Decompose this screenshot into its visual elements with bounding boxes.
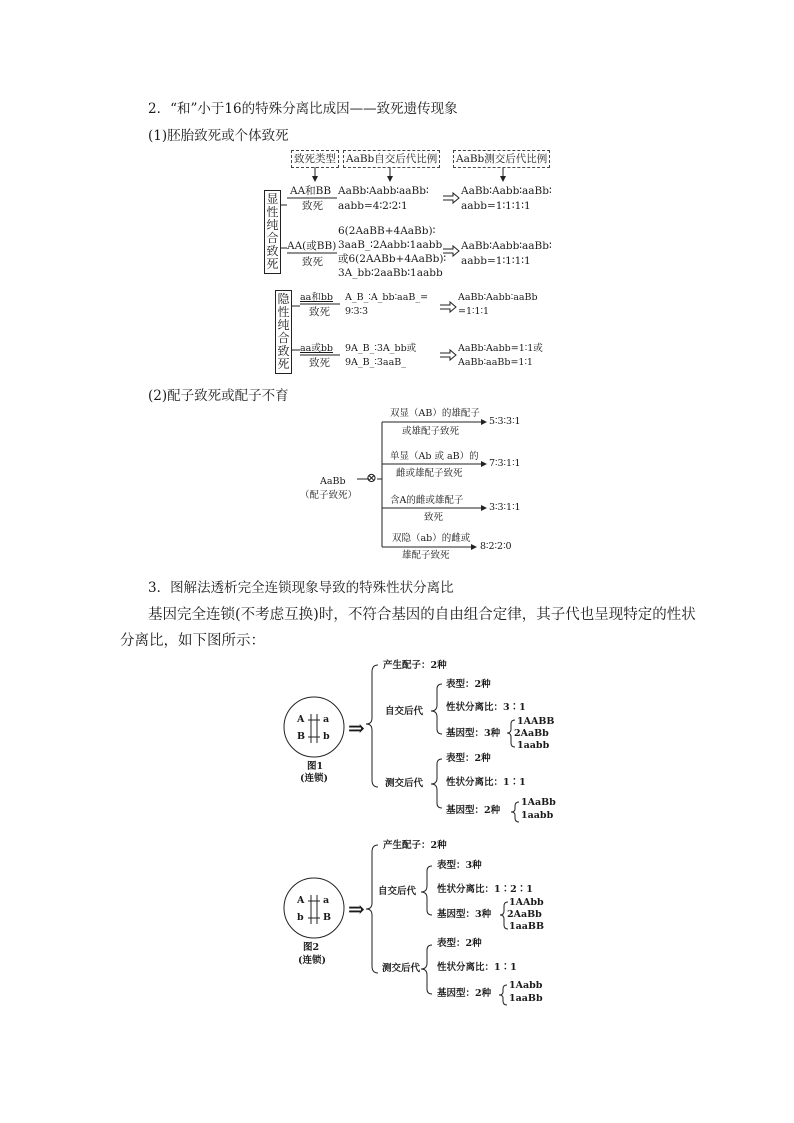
selfing-symbol: ⊗ — [366, 471, 377, 486]
fig2-self-cross: 自交后代 — [378, 886, 417, 897]
branch3-line1: 含A的雌或雄配子 — [390, 495, 464, 506]
label-dominant-homozygous-lethal: 显性纯合致死 — [264, 190, 281, 274]
branch2-line2: 雌或雄配子致死 — [396, 468, 463, 479]
fig2-test-genotype: 基因型：2种 — [437, 988, 492, 999]
fig1-allele-bottom-left: B — [297, 731, 306, 742]
fig1-test-cross: 测交后代 — [385, 778, 424, 789]
row2-self-line4: 3A_bb∶2aaBb∶1aabb — [338, 267, 443, 279]
row3-self-line2: 9∶3∶3 — [345, 306, 369, 317]
row3-test-line1: AaBb∶Aabb∶aaBb — [458, 292, 538, 303]
fig1-allele-bottom-right: b — [323, 731, 330, 742]
fig2-allele-bottom-left: b — [297, 912, 304, 923]
fig1-test-genotype-1: 1AaBb — [521, 797, 556, 808]
row4-test-line1: AaBb∶Aabb=1∶1或 — [458, 343, 543, 354]
branch3-ratio: 3∶3∶1∶1 — [489, 502, 521, 513]
fig2-self-genotype-1: 1AAbb — [509, 897, 544, 908]
row2-type-line2: 致死 — [302, 256, 323, 268]
row4-self-line2: 9A_B_∶3aaB_ — [345, 357, 406, 368]
row1-type-line2: 致死 — [302, 200, 323, 212]
branch1-ratio: 5∶3∶3∶1 — [489, 416, 521, 427]
fig2-implies-arrow: ⇒ — [348, 897, 365, 921]
fig1-self-genotype: 基因型：3种 — [446, 728, 501, 739]
branch4-ratio: 8∶2∶2∶0 — [480, 541, 512, 552]
branch2-ratio: 7∶3∶1∶1 — [489, 458, 521, 469]
row2-type-line1: AA(或BB) — [287, 240, 337, 252]
branch1-line2: 或雄配子致死 — [402, 426, 460, 437]
row3-test-line2: =1∶1∶1 — [458, 306, 490, 317]
branch4-line2: 雄配子致死 — [402, 550, 450, 561]
row1-test-line2: aabb=1∶1∶1∶1 — [461, 200, 531, 212]
header-lethal-type: 致死类型 — [291, 150, 339, 168]
fig2-allele-top-right: a — [323, 895, 330, 906]
label-recessive-homozygous-lethal: 隐性纯合致死 — [275, 290, 292, 374]
fig1-implies-arrow: ⇒ — [348, 716, 365, 740]
header-self-cross-ratio: AaBb自交后代比例 — [343, 150, 440, 168]
fig2-allele-bottom-right: B — [323, 912, 332, 923]
tree-root-note: （配子致死） — [300, 490, 358, 501]
fig1-test-genotype-2: 1aabb — [521, 810, 554, 821]
row1-self-line1: AaBb∶Aabb∶aaBb∶ — [338, 185, 429, 197]
row3-type-line1: aa和bb — [300, 292, 333, 303]
fig2-test-genotype-1: 1Aabb — [509, 980, 543, 991]
fig1-test-phenotype: 表型：2种 — [446, 753, 491, 764]
branch1-line1: 双显（AB）的雄配子 — [390, 408, 480, 419]
fig2-self-phenotype: 表型：3种 — [437, 860, 482, 871]
branch4-line1: 双隐（ab）的雌或 — [392, 533, 471, 544]
row4-type-line2: 致死 — [309, 357, 330, 369]
row2-test-line1: AaBb∶Aabb∶aaBb∶ — [461, 240, 552, 252]
section-heading-2: 2．“和”小于16的特殊分离比成因——致死遗传现象 — [148, 101, 458, 117]
fig2-allele-top-left: A — [297, 895, 305, 906]
fig2-caption: 图2 — [303, 942, 320, 953]
row4-type-line1: aa或bb — [300, 343, 333, 354]
fig1-self-phenotype: 表型：2种 — [446, 679, 491, 690]
section-heading-3: 3．图解法透析完全连锁现象导致的特殊性状分离比 — [148, 580, 454, 596]
paragraph-line1: 基因完全连锁(不考虑互换)时，不符合基因的自由组合定律，其子代也呈现特定的性状 — [148, 607, 696, 623]
fig2-test-phenotype: 表型：2种 — [437, 938, 482, 949]
subheading-gamete-lethal: (2)配子致死或配子不育 — [148, 388, 289, 404]
branch3-line2: 致死 — [424, 512, 444, 523]
branch2-line1: 单显（Ab 或 aB）的 — [390, 451, 479, 462]
fig2-caption-note: (连锁) — [298, 955, 326, 966]
row2-self-line1: 6(2AaBB+4AaBb)∶ — [338, 225, 436, 237]
fig1-caption: 图1 — [307, 761, 324, 772]
fig1-allele-top-right: a — [323, 714, 330, 725]
fig2-test-cross: 测交后代 — [382, 963, 421, 974]
subheading-embryo-lethal: (1)胚胎致死或个体致死 — [148, 128, 289, 144]
row4-test-line2: AaBb∶aaBb=1∶1 — [458, 357, 533, 368]
paragraph-line2: 分离比，如下图所示： — [120, 633, 265, 649]
fig1-test-genotype: 基因型：2种 — [446, 805, 501, 816]
fig2-self-genotype-2: 2AaBb — [507, 909, 542, 920]
row2-self-line3: 或6(2AABb+4AaBb)∶ — [338, 253, 447, 265]
row2-test-line2: aabb=1∶1∶1∶1 — [461, 255, 531, 267]
fig1-self-genotype-3: 1aabb — [517, 740, 550, 751]
header-test-cross-ratio: AaBb测交后代比例 — [453, 150, 550, 168]
fig2-gametes: 产生配子：2种 — [383, 840, 447, 851]
row3-type-line2: 致死 — [309, 306, 330, 318]
fig2-self-genotype: 基因型：3种 — [437, 909, 492, 920]
fig1-self-genotype-1: 1AABB — [517, 716, 555, 727]
fig1-caption-note: (连锁) — [300, 773, 328, 784]
row1-test-line1: AaBb∶Aabb∶aaBb∶ — [461, 185, 552, 197]
row1-self-line2: aabb=4∶2∶2∶1 — [338, 200, 408, 212]
row1-type-line1: AA和BB — [290, 185, 332, 197]
fig2-self-genotype-3: 1aaBB — [509, 921, 544, 932]
fig1-self-ratio: 性状分离比：3∶1 — [446, 702, 526, 713]
fig1-self-genotype-2: 2AaBb — [514, 728, 549, 739]
tree-root-genotype: AaBb — [320, 476, 346, 487]
fig1-allele-top-left: A — [297, 714, 305, 725]
fig2-test-ratio: 性状分离比：1∶1 — [437, 962, 517, 973]
fig1-self-cross: 自交后代 — [385, 706, 424, 717]
row4-self-line1: 9A_B_∶3A_bb或 — [345, 343, 417, 354]
fig1-test-ratio: 性状分离比：1∶1 — [446, 777, 526, 788]
fig1-gametes: 产生配子：2种 — [383, 660, 447, 671]
row3-self-line1: A_B_∶A_bb∶aaB_= — [345, 292, 429, 303]
fig2-test-genotype-2: 1aaBb — [509, 993, 543, 1004]
row2-self-line2: 3aaB_∶2Aabb∶1aabb — [338, 239, 443, 251]
fig2-self-ratio: 性状分离比：1∶2∶1 — [437, 884, 533, 895]
